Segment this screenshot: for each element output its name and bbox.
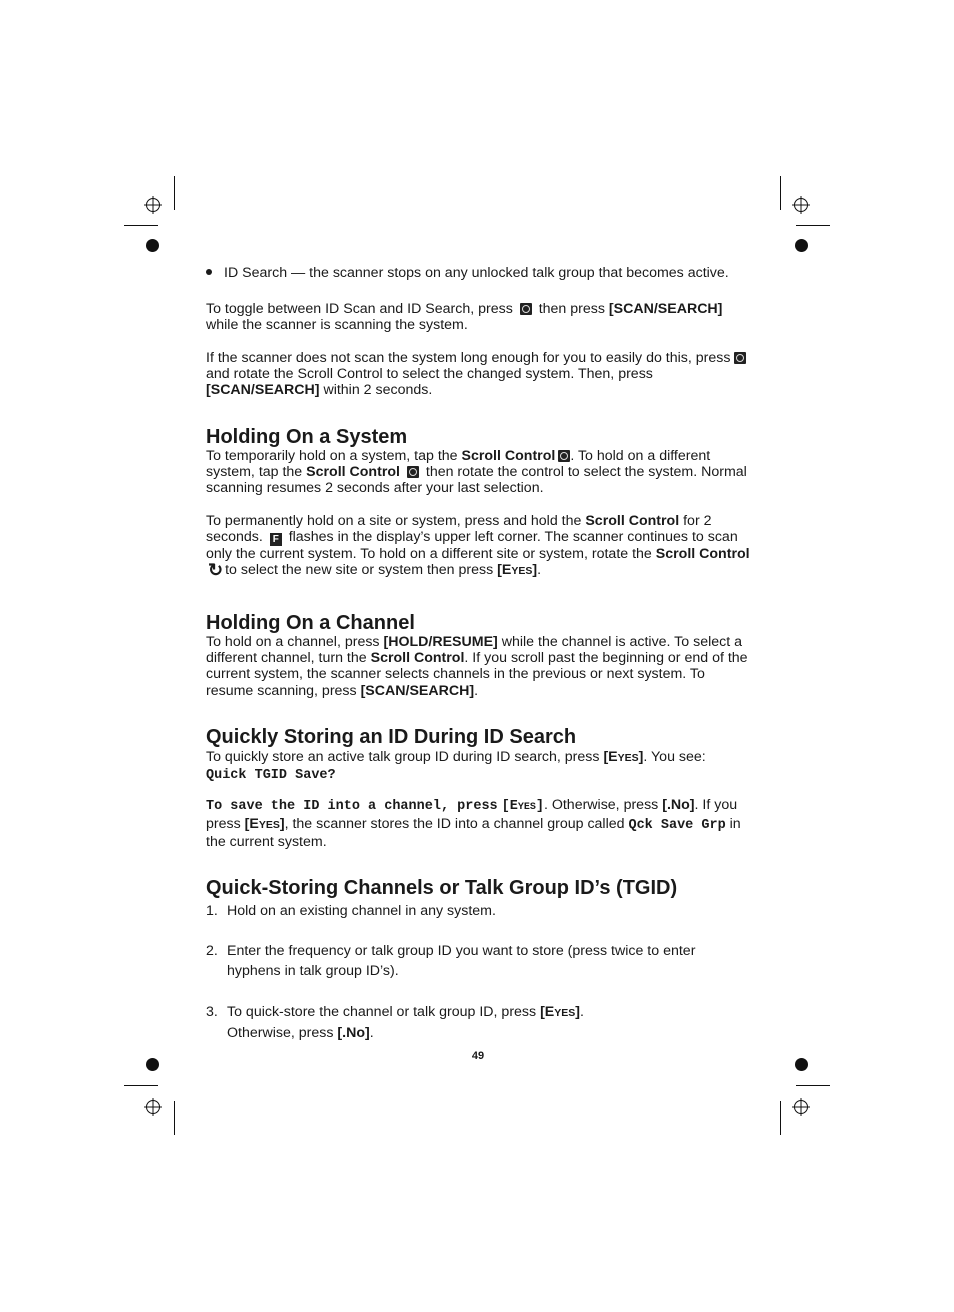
display-text: Qck Save Grp (628, 818, 726, 833)
hold-system-paragraph-2: To permanently hold on a site or system, press and hold the Scroll Control for 2 seconds. F flashes in the display’s upper left corner. The scanner continues to scan only the current system. To hold on a different site or system, rotate the Scroll Control ↻ to select the new site or system then press [EYES]. (206, 513, 750, 581)
crop-line (780, 176, 781, 210)
f-flag-icon: F (270, 533, 282, 546)
bullet-icon (206, 269, 212, 275)
crop-line (124, 225, 158, 226)
crop-line (780, 1101, 781, 1135)
crop-line (796, 1085, 830, 1086)
toggle-paragraph: To toggle between ID Scan and ID Search, press then press [SCAN/SEARCH] while the scanner is scanning the system. (206, 301, 723, 334)
page-number: 49 (471, 1050, 485, 1062)
display-text: Quick TGID Save? (206, 768, 336, 784)
heading-holding-channel: Holding On a Channel (206, 612, 415, 634)
registration-target-icon (144, 1098, 162, 1116)
rotate-icon: ↻ (208, 560, 224, 581)
crop-line (174, 176, 175, 210)
hold-channel-paragraph: To hold on a channel, press [HOLD/RESUME] while the channel is active. To select a different channel, turn the Scroll Control. If you scroll past the beginning or end of the current system, the scanner selects channels in the previous or next system. To resume scanning, press [SCAN/SEARCH]. (206, 634, 748, 699)
heading-holding-system: Holding On a System (206, 426, 408, 448)
registration-target-icon (792, 1098, 810, 1116)
list-item: 1. Hold on an existing channel in any system. (206, 903, 496, 919)
crop-line (124, 1085, 158, 1086)
function-key-icon (734, 352, 746, 364)
heading-tgid: Quick-Storing Channels or Talk Group ID’s (TGID) (206, 877, 678, 899)
list-item: 3. To quick-store the channel or talk group ID, press [EYES]. Otherwise, press [.No]. (206, 1004, 584, 1041)
quick-store-paragraph-1: To quickly store an active talk group ID during ID search, press [EYES]. You see: Quick TGID Save? (206, 749, 706, 784)
heading-quick-store: Quickly Storing an ID During ID Search (206, 726, 577, 748)
list-item: 2. Enter the frequency or talk group ID you want to store (press twice to enter hyphens in talk group ID’s). (206, 943, 696, 979)
function-key-icon (520, 303, 532, 315)
scroll-control-icon (407, 466, 419, 478)
registration-dot-icon (146, 1058, 159, 1071)
bullet-id-search: ID Search — the scanner stops on any unlocked talk group that becomes active. (206, 265, 751, 281)
scan-long-paragraph: If the scanner does not scan the system long enough for you to easily do this, press and rotate the Scroll Control to select the changed system. Then, press [SCAN/SEARCH] within 2 seconds. (206, 350, 751, 399)
hold-system-paragraph-1: To temporarily hold on a system, tap the Scroll Control . To hold on a different system, tap the Scroll Control then rotate the control to select the system. Normal scanning resumes 2 seconds after your last selection. (206, 448, 747, 497)
registration-target-icon (144, 196, 162, 214)
registration-dot-icon (146, 239, 159, 252)
quick-store-paragraph-2: To save the ID into a channel, press [EYES]. Otherwise, press [.No]. If you press [EYES], the scanner stores the ID into a channel group called Qck Save Grp in the current system. (206, 797, 741, 850)
scroll-control-icon (558, 450, 570, 462)
registration-dot-icon (795, 1058, 808, 1071)
crop-line (174, 1101, 175, 1135)
registration-target-icon (792, 196, 810, 214)
registration-dot-icon (795, 239, 808, 252)
crop-line (796, 225, 830, 226)
